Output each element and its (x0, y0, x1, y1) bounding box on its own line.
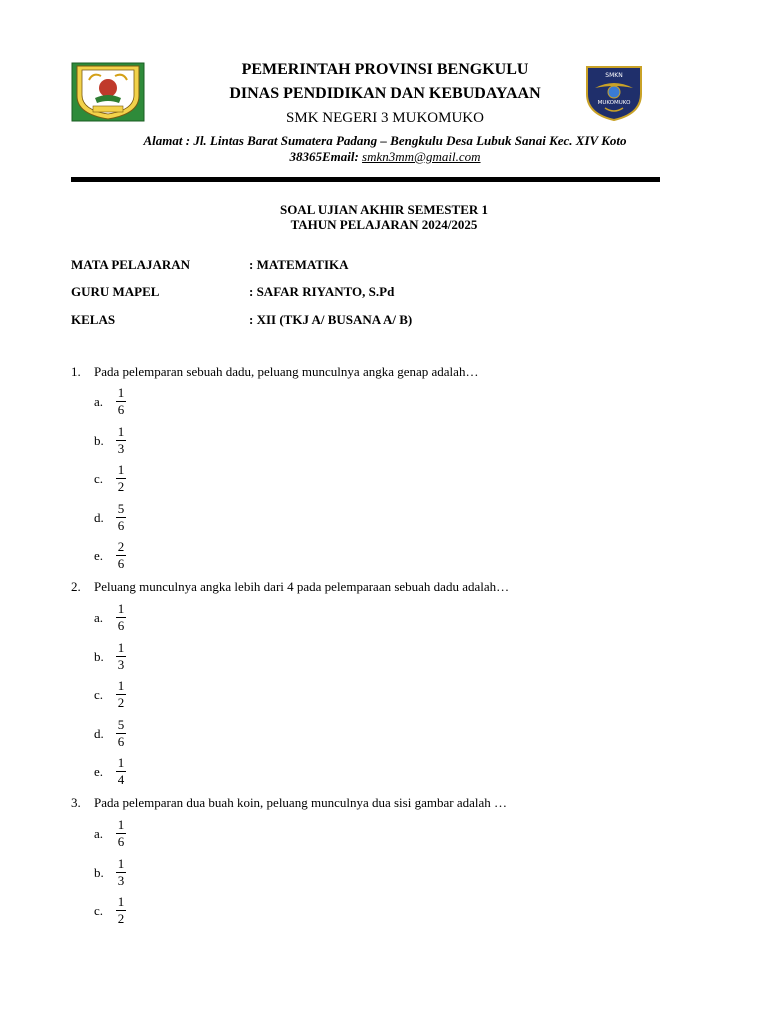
question-text: Pada pelemparan sebuah dadu, peluang munculnya angka genap adalah… (94, 364, 479, 379)
answer-option (94, 463, 126, 494)
option-fraction (116, 679, 126, 710)
option-fraction (116, 756, 126, 787)
option-letter: a. (94, 825, 104, 841)
option-letter: c. (94, 470, 104, 486)
email-link[interactable]: smkn3mm@gmail.com (362, 149, 481, 164)
answer-option (94, 425, 126, 456)
answer-option (94, 602, 126, 633)
question-text: Peluang munculnya angka lebih dari 4 pada pelemparaan sebuah dadu adalah… (94, 579, 510, 594)
info-value: : MATEMATIKA (249, 257, 349, 272)
header-department: DINAS PENDIDIKAN DAN KEBUDAYAAN (229, 85, 541, 102)
fraction-denominator: 3 (117, 441, 125, 456)
option-fraction (116, 718, 126, 749)
fraction-denominator: 2 (117, 695, 125, 710)
school-address (80, 133, 690, 165)
answer-option (94, 718, 126, 749)
fraction-numerator: 1 (117, 640, 125, 655)
fraction-numerator: 1 (117, 856, 125, 871)
info-label: KELAS (71, 312, 116, 327)
question-number: 2. (71, 579, 81, 594)
option-fraction (116, 641, 126, 672)
fraction-denominator: 6 (117, 518, 125, 533)
option-letter: c. (94, 686, 104, 702)
question-text: Pada pelemparan dua buah koin, peluang munculnya dua sisi gambar adalah … (94, 795, 507, 810)
option-letter: e. (94, 763, 104, 779)
option-letter: b. (94, 864, 104, 880)
fraction-numerator: 1 (117, 601, 125, 616)
school-badge-logo (583, 64, 645, 122)
option-fraction (116, 502, 126, 533)
option-letter: d. (94, 509, 104, 525)
answer-option (94, 540, 126, 571)
answer-option (94, 641, 126, 672)
badge-bottom-text: MUKOMUKO (597, 100, 631, 106)
exam-title: SOAL UJIAN AKHIR SEMESTER 1 (279, 202, 489, 217)
address-line-2 (80, 149, 690, 165)
fraction-numerator: 5 (117, 501, 125, 516)
info-label: MATA PELAJARAN (71, 257, 191, 272)
badge-top-text: SMKN (605, 72, 623, 79)
option-letter: a. (94, 609, 104, 625)
fraction-denominator: 6 (117, 402, 125, 417)
address-postal-email-label: 38365Email: (289, 149, 363, 164)
fraction-denominator: 2 (117, 911, 125, 926)
fraction-numerator: 1 (117, 678, 125, 693)
option-fraction (116, 818, 126, 849)
fraction-denominator: 4 (117, 772, 125, 787)
fraction-denominator: 6 (117, 834, 125, 849)
fraction-numerator: 5 (117, 717, 125, 732)
option-letter: d. (94, 725, 104, 741)
answer-option (94, 895, 126, 926)
header-school-name: SMK NEGERI 3 MUKOMUKO (286, 110, 484, 126)
answer-option (94, 818, 126, 849)
fraction-denominator: 6 (117, 618, 125, 633)
question-number: 1. (71, 364, 81, 379)
answer-option (94, 756, 126, 787)
province-emblem-logo (71, 62, 145, 122)
option-letter: c. (94, 902, 104, 918)
fraction-denominator: 3 (117, 657, 125, 672)
info-value: : SAFAR RIYANTO, S.Pd (249, 284, 395, 299)
fraction-numerator: 2 (117, 539, 125, 554)
answer-option (94, 502, 126, 533)
option-letter: e. (94, 547, 104, 563)
fraction-denominator: 6 (117, 734, 125, 749)
answer-option (94, 857, 126, 888)
info-label: GURU MAPEL (71, 284, 160, 299)
fraction-denominator: 2 (117, 479, 125, 494)
option-letter: b. (94, 648, 104, 664)
option-fraction (116, 540, 126, 571)
address-line-1: Alamat : Jl. Lintas Barat Sumatera Padang – Bengkulu Desa Lubuk Sanai Kec. XIV Koto (143, 133, 627, 148)
fraction-numerator: 1 (117, 462, 125, 477)
option-fraction (116, 602, 126, 633)
info-value: : XII (TKJ A/ BUSANA A/ B) (249, 312, 413, 327)
fraction-numerator: 1 (117, 894, 125, 909)
option-fraction (116, 386, 126, 417)
fraction-denominator: 6 (117, 556, 125, 571)
question-number: 3. (71, 795, 81, 810)
header-government: PEMERINTAH PROVINSI BENGKULU (241, 61, 529, 78)
header-divider (71, 177, 660, 182)
fraction-numerator: 1 (117, 817, 125, 832)
option-fraction (116, 425, 126, 456)
fraction-numerator: 1 (117, 424, 125, 439)
option-fraction (116, 895, 126, 926)
fraction-numerator: 1 (117, 385, 125, 400)
option-fraction (116, 463, 126, 494)
option-letter: a. (94, 393, 104, 409)
option-letter: b. (94, 432, 104, 448)
answer-option (94, 386, 126, 417)
answer-option (94, 679, 126, 710)
fraction-numerator: 1 (117, 755, 125, 770)
exam-year: TAHUN PELAJARAN 2024/2025 (290, 217, 478, 232)
option-fraction (116, 857, 126, 888)
fraction-denominator: 3 (117, 873, 125, 888)
